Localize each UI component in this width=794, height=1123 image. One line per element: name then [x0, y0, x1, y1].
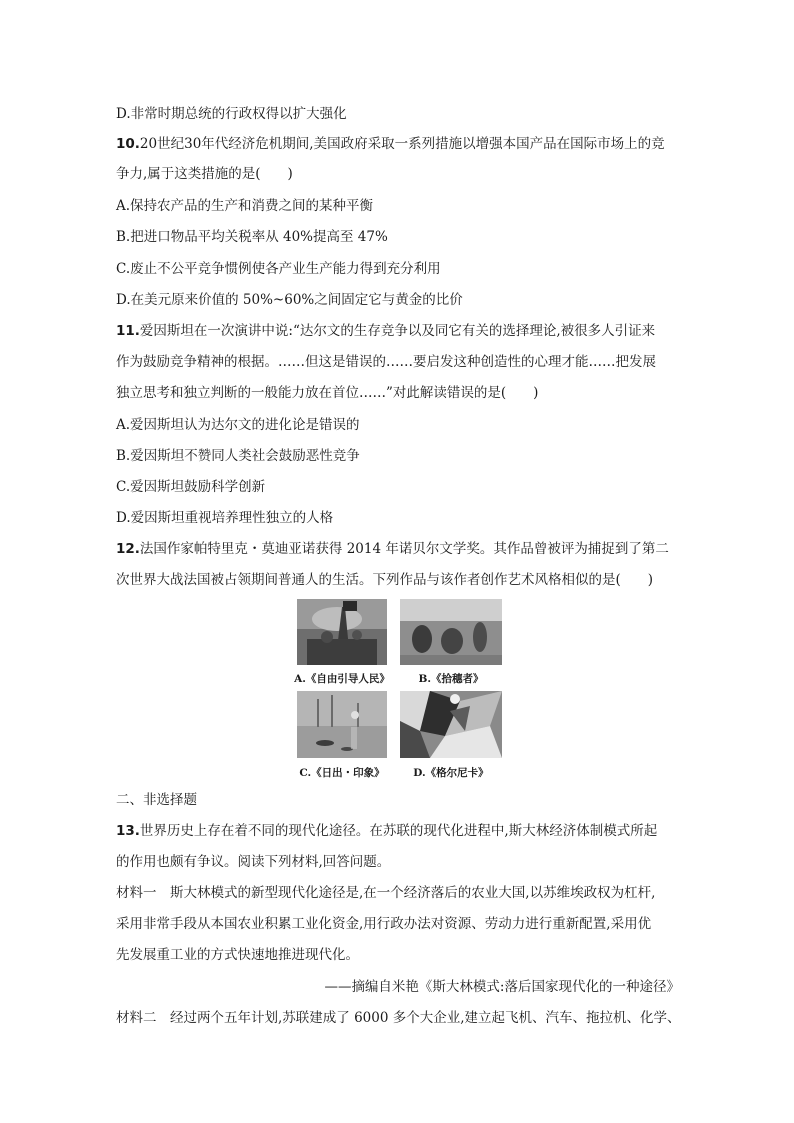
q12-stem-line2: 次世界大战法国被占领期间普通人的生活。下列作品与该作者创作艺术风格相似的是( ) — [116, 572, 654, 588]
q13-stem-line1: 13.世界历史上存在着不同的现代化途径。在苏联的现代化进程中,斯大林经济体制模式所起 — [116, 823, 658, 839]
material1-line1: 材料一 斯大林模式的新型现代化途径是,在一个经济落后的农业大国,以苏维埃政权为杠杆, — [116, 885, 656, 901]
section-title: 二、非选择题 — [116, 792, 197, 808]
q10-option-b: B.把进口物品平均关税率从 40%提高至 47% — [116, 229, 388, 245]
q11-option-b: B.爱因斯坦不赞同人类社会鼓励恶性竞争 — [116, 448, 360, 464]
caption-d: D.《格尔尼卡》 — [413, 767, 489, 779]
material1-source: ——摘编自米艳《斯大林模式:落后国家现代化的一种途径》 — [324, 979, 680, 995]
q10-option-a: A.保持农产品的生产和消费之间的某种平衡 — [116, 198, 374, 214]
caption-b: B.《拾穗者》 — [418, 673, 484, 685]
q10-option-c: C.废止不公平竞争惯例使各产业生产能力得到充分利用 — [116, 261, 441, 277]
q11-option-a: A.爱因斯坦认为达尔文的进化论是错误的 — [116, 417, 360, 433]
q10-option-d: D.在美元原来价值的 50%~60%之间固定它与黄金的比价 — [116, 292, 463, 308]
material1-line2: 采用非常手段从本国农业积累工业化资金,用行政办法对资源、劳动力进行重新配置,采用优 — [116, 916, 652, 932]
q10-stem-line1: 10.20世纪30年代经济危机期间,美国政府采取一系列措施以增强本国产品在国际市场上的竞 — [116, 136, 665, 152]
q10-stem-line2: 争力,属于这类措施的是( ) — [116, 166, 293, 182]
q11-stem-line3: 独立思考和独立判断的一般能力放在首位……”对此解读错误的是( ) — [116, 385, 539, 401]
q11-number: 11. — [116, 323, 140, 339]
q11-option-d: D.爱因斯坦重视培养理性独立的人格 — [116, 510, 334, 526]
caption-c: C.《日出・印象》 — [299, 767, 385, 779]
painting-guernica-image — [400, 691, 502, 758]
painting-gleaners-image — [400, 599, 502, 665]
material1-line3: 先发展重工业的方式快速地推进现代化。 — [116, 947, 359, 963]
caption-a: A.《自由引导人民》 — [294, 673, 390, 685]
q11-option-c: C.爱因斯坦鼓励科学创新 — [116, 479, 266, 495]
q12-stem-line1: 12.法国作家帕特里克・莫迪亚诺获得 2014 年诺贝尔文学奖。其作品曾被评为捕捉到了第二 — [116, 541, 669, 557]
painting-liberty-leading-image — [297, 599, 387, 665]
q11-stem-line1: 11.爱因斯坦在一次演讲中说:“达尔文的生存竞争以及同它有关的选择理论,被很多人引证来 — [116, 323, 656, 339]
q13-stem-line2: 的作用也颇有争议。阅读下列材料,回答问题。 — [116, 854, 391, 870]
q12-number: 12. — [116, 541, 140, 557]
q11-stem-line2: 作为鼓励竞争精神的根据。……但这是错误的……要启发这种创造性的心理才能……把发展 — [116, 354, 656, 370]
q10-number: 10. — [116, 136, 140, 152]
q9-option-d: D.非常时期总统的行政权得以扩大强化 — [116, 106, 347, 122]
painting-impression-sunrise-image — [297, 691, 387, 758]
q13-number: 13. — [116, 823, 140, 839]
material2-line1: 材料二 经过两个五年计划,苏联建成了 6000 多个大企业,建立起飞机、汽车、拖拉机、化学、 — [116, 1010, 681, 1026]
